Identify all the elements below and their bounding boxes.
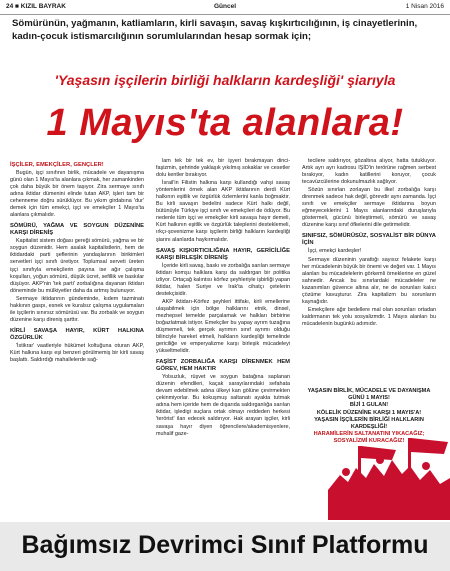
crowd-illustration bbox=[288, 420, 450, 520]
header-date: 1 Nisan 2016 bbox=[405, 3, 444, 10]
footer-title: Bağımsız Devrimci Sınıf Platformu bbox=[21, 531, 429, 559]
closing-line: KÖLELİK DÜZENİNE KARŞI 1 MAYIS'A! bbox=[316, 409, 422, 416]
section-heading: İŞÇİLER, EMEKÇİLER, GENÇLER! bbox=[10, 162, 104, 168]
figure-head bbox=[422, 462, 430, 470]
column-1 bbox=[10, 158, 144, 508]
paragraph: Kapitalist sistem doğası gereği sömürü, yağma ve bir soygun düzenidir. Hem asalak kapitalistlerin, hem de iktidardaki parti şeflerinin yandaşlarının birikimleri servetleri işçi sınıfı üretiyor. Toplumsal serveti üreten işçi sınıfıyla emekçilerin payına ise ağır çalışma koşulları, yoğun sömürü, düşük ücret, sefillik ve baskılar düşüyor. AKP'nin 'tek parti' zorbalığına dayanan iktidarı döneminde bu mülkiyetler daha da artmış bulunuyor. bbox=[10, 238, 144, 294]
paragraph: Sermaye düzeninin yarattığı sayısız felakete karşı her mücadelenin büyük bir önemi ve değeri var. 1 Mayıs alanları bu mücadelelerin görkemli örneklerine en güzel sahnedir. Ancak bu sınırlardaki mücadeleler ne kazanımları güvence altına alır, ne de sorunları kalıcı çözüme kavuşturur. Zira kapitalizm bu sorunların kaynağıdır. bbox=[302, 256, 436, 305]
page-header bbox=[0, 0, 450, 15]
section-heading: FAŞİST ZORBALIĞA KARŞI DİRENMEK HEM GÖREV, HEM HAKTIR bbox=[156, 359, 290, 373]
flag-pole bbox=[358, 446, 361, 476]
paragraph: AKP iktidarı-Körfez şeyhleri ittifakı, kirli emellerine ulaşabilmek için bölge halklarını etnik, dinsel, mezhepsel temelde parçalamak ve halkları birbirine boğazlatmak istiyor. Emekçiler bu yapay ayrım tuzağına düşmemeli, tek gerçek ayrımın sınıf ayrımı olduğu bilinciyle hareket etmeli, halkların kardeşliği temelinde gericiliğe ve emperyalizme karşı birleşik mücadeleyi yükseltmelidir. bbox=[156, 298, 290, 355]
paragraph: Sözün sınırları zorlayan bu ilkel zorbalığa karşı direnmek sadece hak değil, görevdir aynı zamanda. İşçi sınıfı ve emekçiler sermaye iktidarına boyun eğmeyeceklerini 1 Mayıs alanlarındaki duruşlarıyla göstermeli, gücünü birleştirmeli, sömürü ve savaş düzenine karşı sınıf öfkelerini dile getirmelidir. bbox=[302, 187, 436, 229]
section-heading: SINIFSIZ, SÖMÜRÜSÜZ, SOSYALİST BİR DÜNYA İÇİN bbox=[302, 233, 436, 247]
closing-line: BİJİ 1 GULAN! bbox=[349, 402, 389, 409]
section-heading: KİRLİ SAVAŞA HAYIR, KÜRT HALKINA ÖZGÜRLÜK bbox=[10, 327, 144, 341]
closing-line: YAŞASIN BİRLİK, MÜCADELE VE DAYANIŞMA GÜNÜ 1 MAYIS! bbox=[307, 388, 431, 402]
closing-line: HARAMİLERİN SALTANATINI YIKACAĞIZ; bbox=[313, 431, 425, 438]
paragraph: İçeride kirli savaş, baskı ve zorbalığa sarılan sermaye iktidarı komşu halklara karşı da saldırgan bir politika izliyor. Ortaçağ kalıntısı körfez şeyhleriyle işbirliği yapan iktidar, halen Suriye ve Irak'ta cihatçı çetelerin destekçisidir. bbox=[156, 262, 290, 297]
slogan: 'Yaşasın işçilerin birliği halkların kardeşliği' şiarıyla bbox=[54, 72, 396, 88]
intro-text: Sömürünün, yağmanın, katliamların, kirli savaşın, savaş kışkırtıcılığının, iş cinayetlerinin, kadın-çocuk istismarcılığının sorumlularından hesap sormak için; bbox=[12, 18, 418, 42]
header-section: Güncel bbox=[213, 3, 237, 10]
flag bbox=[411, 438, 448, 454]
paragraph: Sermaye iktidarının gündeminde, kıdem tazminatı hakkının gaspı, esnek ve kuralsız çalışma uygulamaları ile işçilerin sınırsız sömürüsü var. Bu zorbalık ve soygun düzenine karşı direniş şarttır. bbox=[10, 295, 144, 323]
paragraph: tecilere saldırıyor, gözaltına alıyor, hatta tutukluyor. Artık ayrı ayrı kadrosu IŞİD'in terörüne rağmen serbest bırakıyor, kadın katillerini koruyor, çocuk tecavüzcülerine dokunulmazlık sağlıyor. bbox=[302, 158, 436, 186]
paragraph: 'İstikrar' vaatleriyle hükümet koltuğuna oturan AKP, Kürt halkına karşı eşi benzeri görülmemiş bir kirli savaş başlattı. Saldırdığı mahallelerde sağ- bbox=[10, 342, 144, 363]
flag-pole bbox=[408, 438, 411, 472]
figure-head bbox=[376, 456, 384, 464]
paragraph: Emekçilere ağır bedellere mal olan sorunları ortadan kaldırmanın tek yolu sosyalizmdir. 1 Mayıs alanları bu mücadelenin bugünkü adımıdır. bbox=[302, 306, 436, 327]
column-3 bbox=[302, 158, 436, 386]
closing-line: YAŞASIN İŞÇİLERİN BİRLİĞİ HALKLARIN KARDEŞLİĞİ! bbox=[314, 416, 424, 431]
paragraph: lam tek bir tek ev, bir işyeri bırakmayan dinci-faşizmin, şehrinde yaklaşık yıkılmış sokaklar ve cesetler dolu kentler bırakıyor. bbox=[156, 158, 290, 179]
paragraph: Yolsuzluk, rüşvet ve soygun batağına saplanan düzenin efendileri, kaçak sarayılarındaki sefahata devam edebilmek adına ülkeyi kan gölüne çevirmekten çekinmiyorlar. Bu kokuşmuş saltanatı ayakta tutmak adına hem içeride hem de dışarıda saldırganlığa sarılan iktidar, işledigi suçlara ortak olmayı reddeden herkesi 'terörist' ilan edecek saldırıyor. Hak arayan işçiler, kirli savaşa hayır diyen öğrencilere/akademisyenlere, muhalif gaze- bbox=[156, 374, 290, 437]
section-heading: SÖMÜRÜ, YAĞMA VE SOYGUN DÜZENİNE KARŞI DİRENİŞ bbox=[10, 223, 144, 237]
figure-head bbox=[342, 468, 350, 476]
section-heading: SAVAŞ KIŞKIRTICILIĞINA HAYIR, GERİCİLİĞE KARŞI BİRLEŞİK DİRENİŞ bbox=[156, 247, 290, 261]
column-2 bbox=[156, 158, 290, 508]
closing-line: SOSYALİZMİ KURACAĞIZ! bbox=[333, 438, 405, 445]
header-publication: 24 ■ KIZIL BAYRAK bbox=[6, 3, 66, 10]
paragraph: İsrail'in Filistin halkına karşı kullandığı vahşi savaş yöntemlerini örnek alan AKP iktidarının derdi Kürt halkının eşitlik ve özgürlük özlemlerini kanla boğmaktır. Bu kirli savaşın bedelini sadece Kürt halkı değil, bütünüyle Türkiye işçi sınıfı ve emekçileri de ödüyor. Bu nedenle tüm işçi ve emekçiler kirli savaşa hayır demeli, Kürt halkının eşitlik ve özgürlük taleplerini desteklemeli, ırkçı-şovenizme karşı işçilerin birliği halkların kardeşliği şiarını alanlarda haykırmalıdır. bbox=[156, 180, 290, 243]
paragraph: İşçi, emekçi kardeşler! bbox=[308, 248, 362, 255]
paragraph: Bugün, işçi sınıfının birlik, mücadele ve dayanışma günü olan 1 Mayıs'ta alanlara çıkmak, her zamankinden çok daha büyük bir önem taşıyor. Zira sermaye sınıfı adına iktidar dümenini elinde tutan AKP, işleri tam bir cehenneme doğru sürüklüyor. Bu yıkım girdabına 'dur' demek için tüm emekçi, işçi ve emekçiler 1 Mayıs'ta alanlara çıkmalıdır. bbox=[10, 170, 144, 219]
footer-banner bbox=[0, 522, 450, 571]
headline: 1 Mayıs'ta alanlara! bbox=[46, 102, 404, 144]
